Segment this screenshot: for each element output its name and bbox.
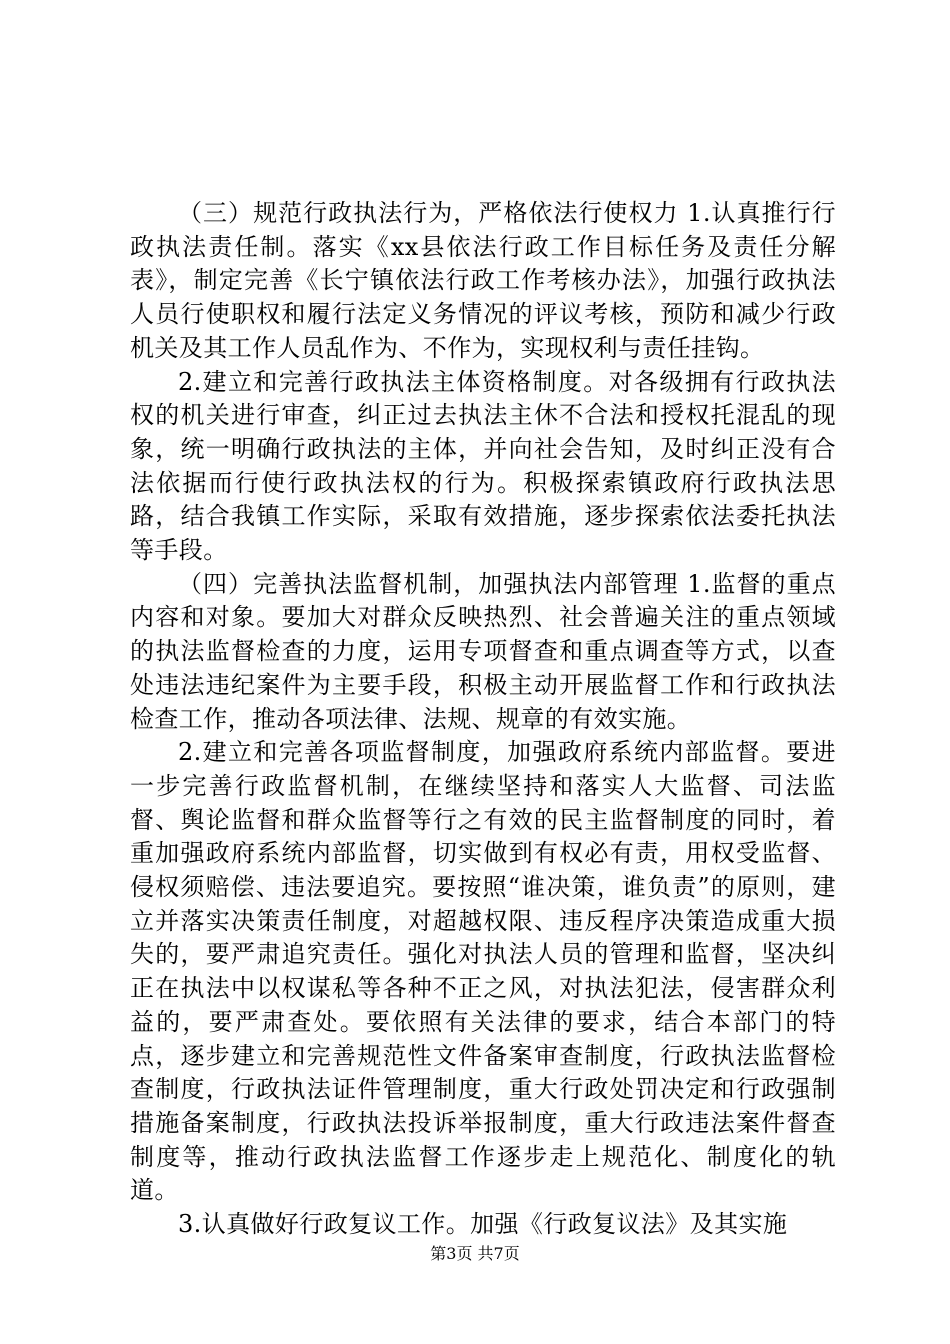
paragraph-section-three: （三）规范行政执法行为，严格依法行使权力 1.认真推行行政执法责任制。落实《xx县依法行政工作目标任务及责任分解表》，制定完善《长宁镇依法行政工作考核办法》，加强行政执法人员行使职权和履行法定义务情况的评议考核，预防和减少行政机关及其工作人员乱作为、不作为，实现权利与责任挂钩。: [130, 199, 836, 362]
paragraph-section-four: （四）完善执法监督机制，加强执法内部管理 1.监督的重点内容和对象。要加大对群众反映热烈、社会普遍关注的重点领域的执法监督检查的力度，运用专项督查和重点调查等方式，以查处违法违纪案件为主要手段，积极主动开展监督工作和行政执法检查工作，推动各项法律、法规、规章的有效实施。: [130, 569, 836, 733]
page-number-footer: 第3页 共7页: [430, 1244, 520, 1263]
paragraph-enforcement-subject: 2.建立和完善行政执法主体资格制度。对各级拥有行政执法权的机关进行审查，纠正过去执法主休不合法和授权托混乱的现象，统一明确行政执法的主体，并向社会告知，及时纠正没有合法依据而行使行政执法权的行为。积极探索镇政府行政执法思路，结合我镇工作实际，采取有效措施，逐步探索依法委托执法等手段。: [130, 367, 836, 565]
paragraph-administrative-review: 3.认真做好行政复议工作。加强《行政复议法》及其实施: [178, 1210, 788, 1239]
paragraph-supervision-system: 2.建立和完善各项监督制度，加强政府系统内部监督。要进一步完善行政监督机制，在继续坚持和落实人大监督、司法监督、舆论监督和群众监督等行之有效的民主监督制度的同时，着重加强政府系统内部监督，切实做到有权必有责，用权受监督、侵权须赔偿、违法要追究。要按照“谁决策，谁负责”的原则，建立并落实决策责任制度，对超越权限、违反程序决策造成重大损失的，要严肃追究责任。强化对执法人员的管理和监督，坚决纠正在执法中以权谋私等各种不正之风，对执法犯法，侵害群众利益的，要严肃查处。要依照有关法律的要求，结合本部门的特点，逐步建立和完善规范性文件备案审查制度，行政执法监督检查制度，行政执法证件管理制度，重大行政处罚决定和行政强制措施备案制度，行政执法投诉举报制度，重大行政违法案件督查制度等，推动行政执法监督工作逐步走上规范化、制度化的轨道。: [130, 738, 836, 1205]
document-body: [130, 197, 836, 1242]
